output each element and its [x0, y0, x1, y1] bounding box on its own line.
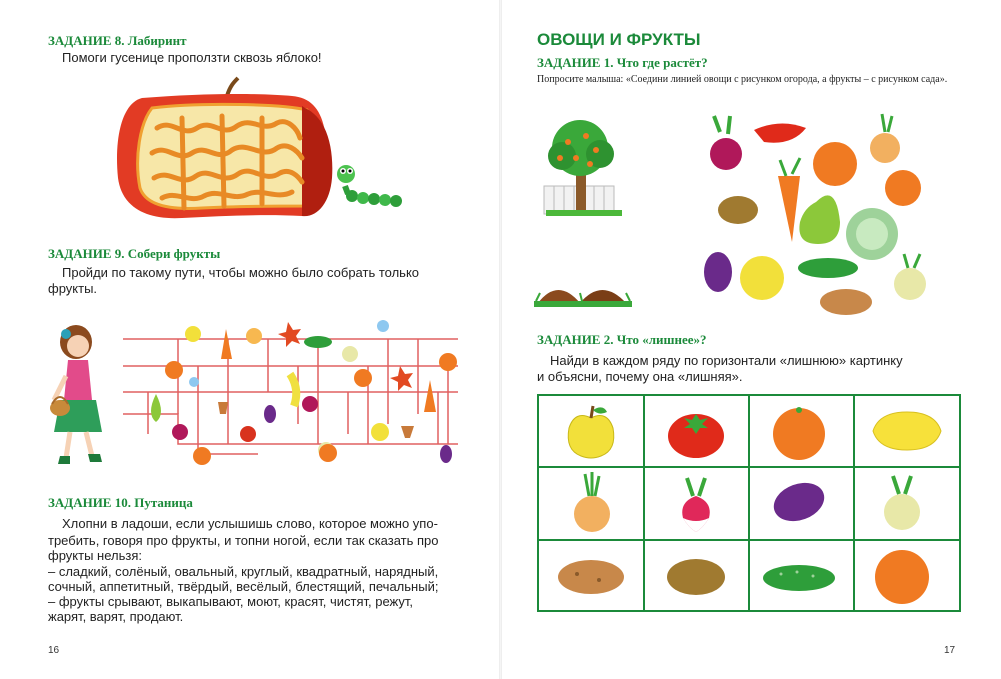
task2-text-line2: и объясни, почему она «лишняя».	[537, 369, 743, 384]
caterpillar	[337, 165, 402, 207]
vegetable-garden-illustration[interactable]	[534, 275, 634, 309]
plum-icon	[704, 252, 732, 292]
task9-text	[62, 264, 448, 282]
odd-one-out-grid	[537, 394, 961, 612]
task10-line-6: жарят, варят, продают.	[48, 609, 184, 624]
carrot-icon	[778, 158, 800, 242]
task10-line-4: сочный, аппетитный, твёрдый, весёлый, блестящий, печальный;	[48, 579, 439, 594]
apple-maze-illustration[interactable]	[112, 78, 412, 223]
task10-line-0: Хлопни в ладоши, если услышишь слово, которое можно упо-	[62, 516, 438, 531]
turnip-icon	[894, 254, 926, 300]
task1-instruction: Попросите малыша: «Соедини линией овощи с рисунком огорода, а фрукты – с рисунком сада».	[537, 74, 948, 85]
tomato-icon[interactable]	[665, 404, 727, 460]
task10-line-2: фрукты нельзя:	[48, 548, 142, 563]
grid-divider	[643, 396, 645, 610]
page-gutter	[499, 0, 502, 679]
task1-heading: ЗАДАНИЕ 1. Что где растёт?	[537, 55, 708, 70]
grid-divider	[539, 539, 959, 541]
orange-icon	[813, 142, 857, 186]
potato-icon	[820, 289, 872, 315]
kiwi-icon	[718, 196, 758, 224]
task9-text-line2: фрукты.	[48, 281, 98, 296]
cucumber-icon	[798, 258, 858, 278]
page-number-left: 16	[48, 645, 60, 656]
pepper-icon	[754, 123, 806, 142]
potato-icon[interactable]	[555, 556, 627, 598]
orange-icon[interactable]	[873, 548, 931, 606]
lemon-icon[interactable]	[869, 408, 945, 454]
task10-line-3: – сладкий, солёный, овальный, круглый, квадратный, нарядный,	[48, 564, 439, 579]
orange-icon	[885, 170, 921, 206]
task10-line-5: – фрукты срывают, выкапывают, моют, красят, чистят, режут,	[48, 594, 413, 609]
task2-text-line1: Найди в каждом ряду по горизонтали «лишнюю» картинку	[550, 353, 903, 368]
task10-heading: ЗАДАНИЕ 10. Путаница	[48, 495, 193, 510]
onion-icon[interactable]	[569, 472, 615, 534]
apple-icon	[740, 256, 784, 300]
grid-divider	[853, 396, 855, 610]
beetroot-icon	[710, 116, 742, 170]
girl-with-basket-illustration	[46, 320, 116, 470]
produce-cluster-illustration[interactable]	[700, 112, 950, 317]
task8-text: Помоги гусенице проползти сквозь яблоко!	[62, 50, 322, 65]
task9-text-line1: Пройди по такому пути, чтобы можно было собрать только	[62, 265, 420, 280]
page-title: ОВОЩИ И ФРУКТЫ	[537, 30, 701, 49]
task2-heading: ЗАДАНИЕ 2. Что «лишнее»?	[537, 332, 707, 347]
fruit-path-maze[interactable]	[118, 314, 468, 474]
cucumber-icon[interactable]	[761, 562, 837, 594]
plum-icon[interactable]	[771, 474, 827, 530]
task9-heading: ЗАДАНИЕ 9. Собери фрукты	[48, 246, 221, 261]
onion-icon	[870, 114, 900, 163]
apple-icon[interactable]	[561, 402, 621, 462]
task8-heading: ЗАДАНИЕ 8. Лабиринт	[48, 33, 187, 48]
grid-divider	[539, 466, 959, 468]
pear-icon	[799, 195, 840, 244]
garden-tree-illustration[interactable]	[540, 118, 630, 218]
turnip-icon[interactable]	[877, 472, 927, 534]
task10-line-1: требить, говоря про фрукты, и топни ногой, если так сказать про	[48, 533, 439, 548]
radish-icon[interactable]	[673, 472, 719, 534]
orange-icon[interactable]	[769, 402, 829, 462]
grid-divider	[748, 396, 750, 610]
page-number-right: 17	[944, 645, 956, 656]
cabbage-icon	[846, 208, 898, 260]
kiwi-icon[interactable]	[665, 556, 727, 598]
